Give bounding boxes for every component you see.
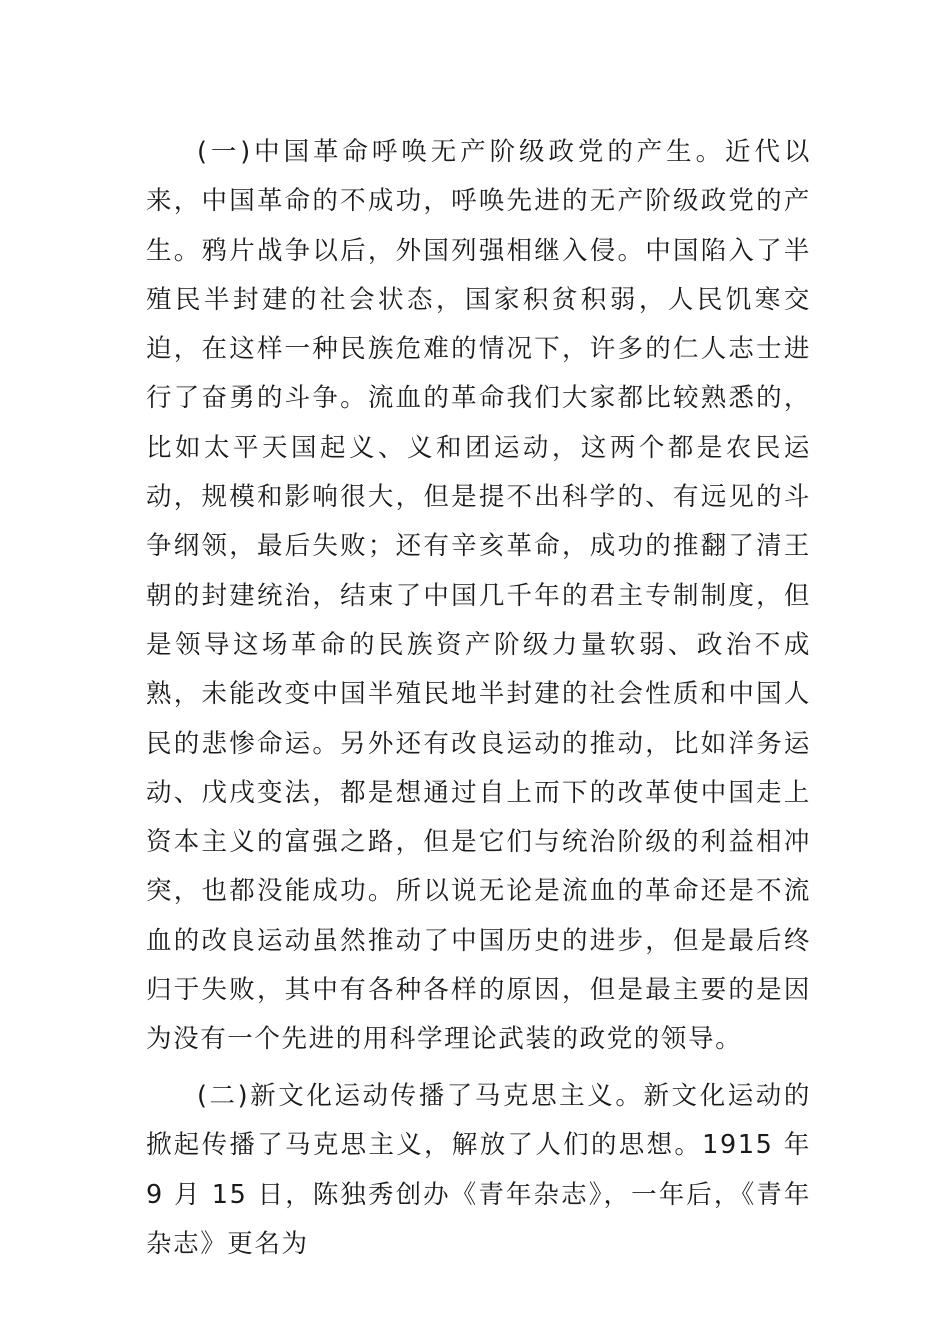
paragraph-section-1: (一)中国革命呼唤无产阶级政党的产生。近代以来，中国革命的不成功，呼唤先进的无产阶级政党的产生。鸦片战争以后，外国列强相继入侵。中国陷入了半殖民半封建的社会状态，国家积贫积弱，人民饥寒交迫，在这样一种民族危难的情况下，许多的仁人志士进行了奋勇的斗争。流血的革命我们大家都比较熟悉的，比如太平天国起义、义和团运动，这两个都是农民运动，规模和影响很大，但是提不出科学的、有远见的斗争纲领，最后失败；还有辛亥革命，成功的推翻了清王朝的封建统治，结束了中国几千年的君主专制制度，但是领导这场革命的民族资产阶级力量软弱、政治不成熟，未能改变中国半殖民地半封建的社会性质和中国人民的悲惨命运。另外还有改良运动的推动，比如洋务运动、戊戌变法，都是想通过自上而下的改革使中国走上资本主义的富强之路，但是它们与统治阶级的利益相冲突，也都没能成功。所以说无论是流血的革命还是不流血的改良运动虽然推动了中国历史的进步，但是最后终归于失败，其中有各种各样的原因，但是最主要的是因为没有一个先进的用科学理论武装的政党的领导。 [146, 137, 811, 1055]
paragraph-section-2: (二)新文化运动传播了马克思主义。新文化运动的掀起传播了马克思主义，解放了人们的思想。1915 年 9 月 15 日，陈独秀创办《青年杂志》，一年后，《青年杂志》更名为 [146, 1081, 811, 1259]
